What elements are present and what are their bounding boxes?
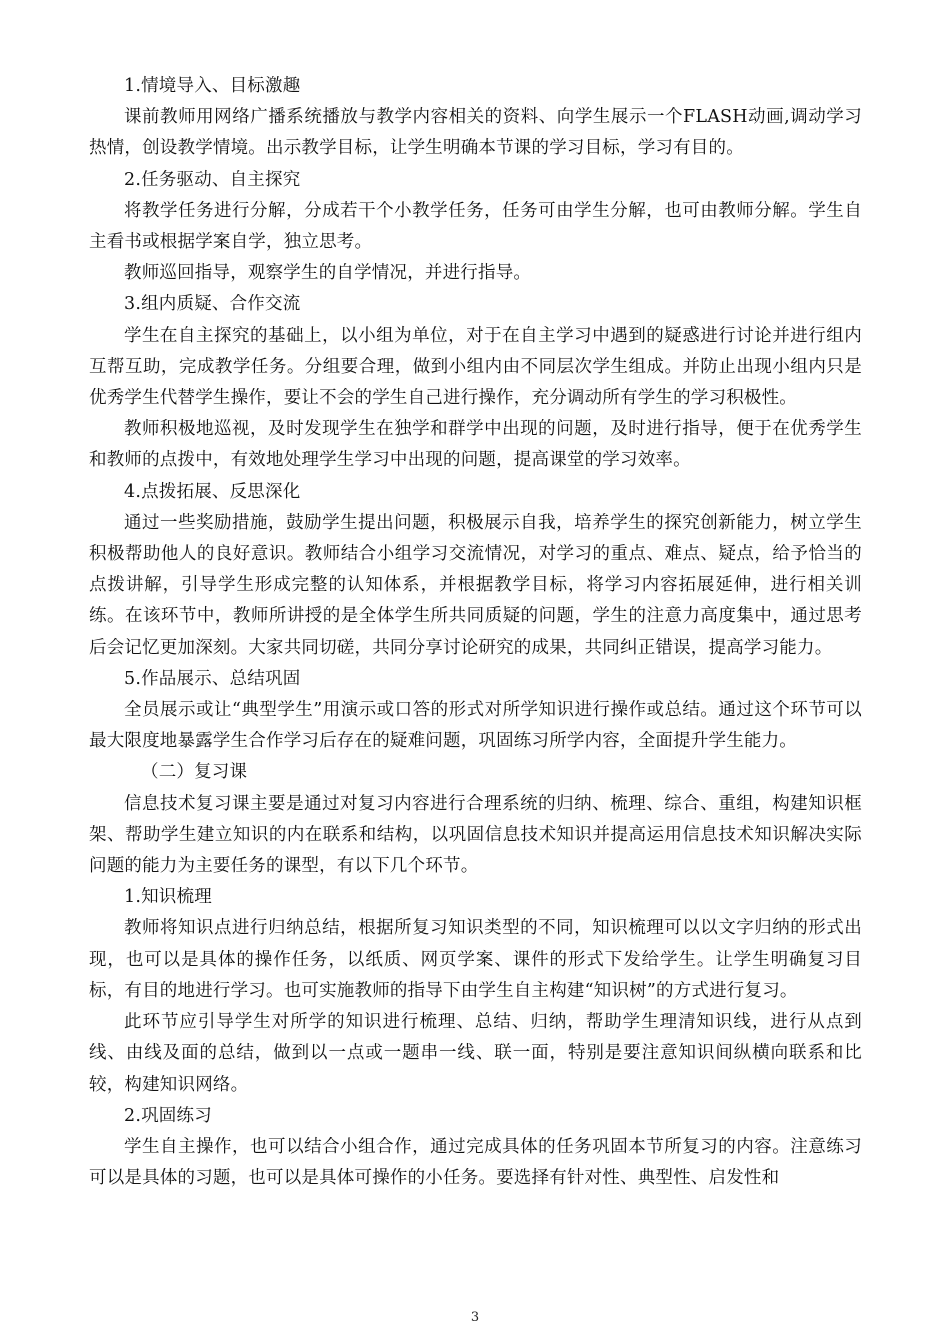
step-heading-3: 3.组内质疑、合作交流	[124, 294, 301, 315]
step-heading-1: 1.情境导入、目标激趣	[124, 76, 301, 96]
body-paragraph: 教师巡回指导，观察学生的自学情况，并进行指导。	[124, 263, 532, 284]
body-paragraph: 全员展示或让“典型学生”用演示或口答的形式对所学知识进行操作或总结。通过这个环节可以最大限度地暴露学生合作学习后存在的疑难问题，巩固练习所学内容，全面提升学生能力。	[89, 700, 862, 752]
body-paragraph: 教师将知识点进行归纳总结，根据所复习知识类型的不同，知识梳理可以以文字归纳的形式出现，也可以是具体的操作任务，以纸质、网页学案、课件的形式下发给学生。让学生明确复习目标，有目的地进行学习。也可实施教师的指导下由学生自主构建“知识树”的方式进行复习。	[89, 918, 862, 1001]
body-paragraph: 信息技术复习课主要是通过对复习内容进行合理系统的归纳、梳理、综合、重组，构建知识框架、帮助学生建立知识的内在联系和结构，以巩固信息技术知识并提高运用信息技术知识解决实际问题的能力为主要任务的课型，有以下几个环节。	[89, 793, 862, 877]
body-paragraph: 通过一些奖励措施，鼓励学生提出问题，积极展示自我，培养学生的探究创新能力，树立学生积极帮助他人的良好意识。教师结合小组学习交流情况，对学习的重点、难点、疑点，给予恰当的点拨讲解，引导学生形成完整的认知体系，并根据教学目标，将学习内容拓展延伸，进行相关训练。在该环节中，教师所讲授的是全体学生所共同质疑的问题，学生的注意力高度集中，通过思考后会记忆更加深刻。大家共同切磋，共同分享讨论研究的成果，共同纠正错误，提高学习能力。	[89, 512, 862, 658]
page-number: 3	[470, 1310, 480, 1325]
body-paragraph: 将教学任务进行分解，分成若干个小教学任务，任务可由学生分解，也可由教师分解。学生自主看书或根据学案自学，独立思考。	[89, 200, 862, 253]
body-paragraph: 此环节应引导学生对所学的知识进行梳理、总结、归纳，帮助学生理清知识线，进行从点到线、由线及面的总结，做到以一点或一题串一线、联一面，特别是要注意知识间纵横向联系和比较，构建知识网络。	[89, 1012, 862, 1095]
step-heading-review-1: 1.知识梳理	[124, 887, 212, 908]
body-paragraph: 学生自主操作，也可以结合小组合作，通过完成具体的任务巩固本节所复习的内容。注意练习可以是具体的习题，也可以是具体可操作的小任务。要选择有针对性、典型性、启发性和	[89, 1136, 862, 1189]
step-heading-5: 5.作品展示、总结巩固	[124, 668, 301, 689]
step-heading-4: 4.点拨拓展、反思深化	[124, 481, 301, 502]
step-heading-review-2: 2.巩固练习	[124, 1105, 212, 1126]
step-heading-2: 2.任务驱动、自主探究	[124, 169, 301, 190]
document-body	[89, 71, 862, 1194]
body-paragraph: 课前教师用网络广播系统播放与教学内容相关的资料、向学生展示一个FLASH动画,调动学习热情，创设教学情境。出示教学目标，让学生明确本节课的学习目标，学习有目的。	[89, 107, 862, 159]
body-paragraph: 教师积极地巡视，及时发现学生在独学和群学中出现的问题，及时进行指导，便于在优秀学生和教师的点拨中，有效地处理学生学习中出现的问题，提高课堂的学习效率。	[89, 419, 862, 471]
body-paragraph: 学生在自主探究的基础上，以小组为单位，对于在自主学习中遇到的疑惑进行讨论并进行组内互帮互助，完成教学任务。分组要合理，做到小组内由不同层次学生组成。并防止出现小组内只是优秀学生代替学生操作，要让不会的学生自己进行操作，充分调动所有学生的学习积极性。	[89, 325, 862, 409]
section-heading: （二）复习课	[141, 762, 248, 783]
